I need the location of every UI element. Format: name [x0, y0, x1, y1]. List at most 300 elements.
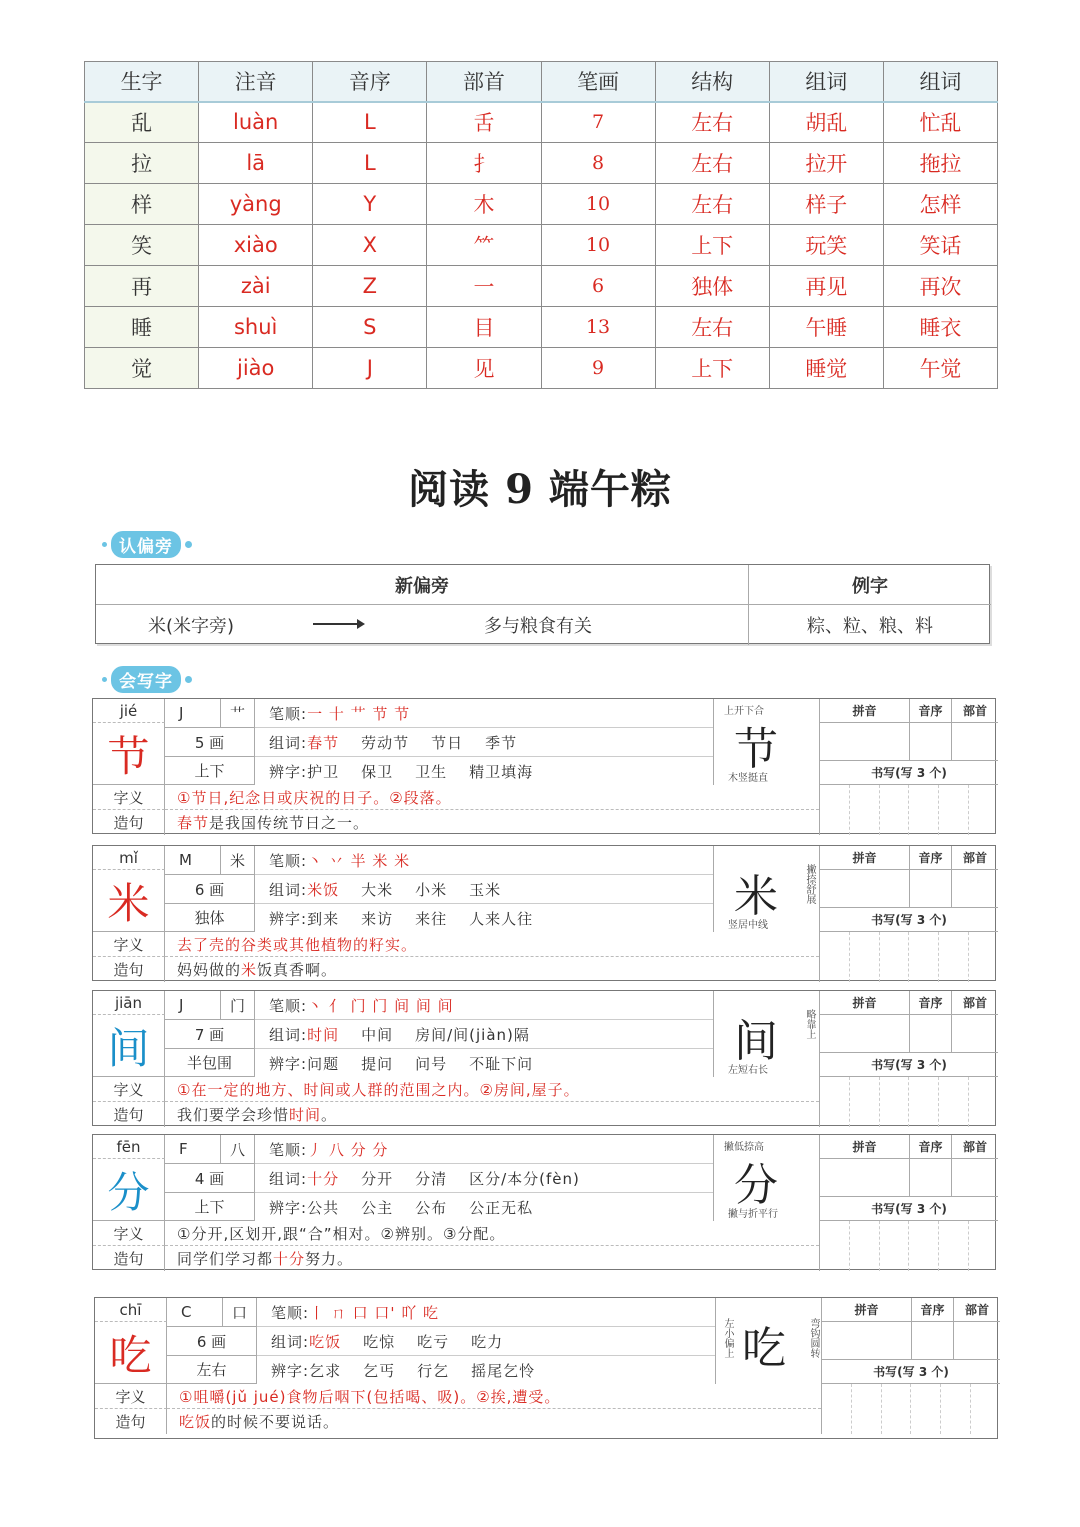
- grid-write-label: 书写(写 3 个): [822, 1360, 1000, 1384]
- writing-tip: 竖居中线: [728, 920, 768, 931]
- meaning-label: 字义: [93, 1221, 165, 1246]
- grid-index-label: 音序: [910, 1135, 952, 1159]
- section-tag-writing: [98, 666, 196, 692]
- practice-grid: [819, 846, 997, 982]
- table-cell: J: [313, 348, 427, 389]
- distinguish-item: 精卫填海: [469, 762, 534, 781]
- distinguish-item: 来往: [415, 909, 448, 928]
- word-item: 中间: [361, 1025, 394, 1044]
- table-cell: 拖拉: [883, 143, 997, 184]
- table-cell: 胡乱: [769, 102, 883, 143]
- structure-cell: 上下: [165, 757, 255, 785]
- distinguish-item: 公共: [307, 1198, 340, 1217]
- distinguish-item: 提问: [361, 1054, 394, 1073]
- answer-blank: [952, 1015, 998, 1053]
- sentence-part: 妈妈做的: [177, 961, 242, 979]
- word-item: 吃饭: [309, 1332, 342, 1351]
- distinguish-item: 摇尾乞怜: [471, 1361, 536, 1380]
- table-cell: 再次: [883, 266, 997, 307]
- words-label: 组词:: [269, 1169, 308, 1188]
- table-cell: 午睡: [769, 307, 883, 348]
- writing-box: [909, 932, 939, 982]
- stroke-count: 6 画: [165, 875, 255, 904]
- sentence-part: 饭真香啊。: [257, 961, 338, 979]
- table-cell: 目: [427, 307, 541, 348]
- meaning-label: 字义: [93, 932, 165, 957]
- demo-character: 吃: [742, 1323, 786, 1374]
- words-row: [255, 875, 713, 904]
- word-item: 春节: [307, 733, 340, 752]
- column-header: 音序: [313, 62, 427, 102]
- stroke-order-label: 笔顺:: [269, 996, 308, 1015]
- writing-tip: 木竖挺直: [728, 773, 768, 784]
- table-cell: 左右: [655, 307, 769, 348]
- writing-box: [909, 785, 939, 835]
- grid-write-label: 书写(写 3 个): [820, 908, 998, 932]
- table-cell: L: [313, 102, 427, 143]
- radical-cell: 米: [221, 846, 255, 875]
- sentence-highlight: 春节: [177, 814, 210, 832]
- stroke-count: 4 画: [165, 1164, 255, 1193]
- distinguish-item: 问题: [307, 1054, 340, 1073]
- main-character: 米: [93, 870, 165, 932]
- stroke-order-label: 笔顺:: [269, 851, 308, 870]
- pinyin-cell: chī: [95, 1298, 167, 1322]
- distinguish-item: 公布: [415, 1198, 448, 1217]
- writing-box: [822, 1384, 852, 1434]
- table-cell: 舌: [427, 102, 541, 143]
- calligraphy-demo: [713, 846, 819, 932]
- table-cell: 觉: [85, 348, 199, 389]
- distinguish-row: [257, 1356, 715, 1384]
- table-cell: 笑: [85, 225, 199, 266]
- word-item: 米饭: [307, 880, 340, 899]
- writing-box: [939, 785, 969, 835]
- pinyin-cell: jiān: [93, 991, 165, 1015]
- distinguish-label: 辨字:: [269, 762, 308, 781]
- sentence-text: [165, 810, 819, 835]
- table-cell: 扌: [427, 143, 541, 184]
- decor-dot: [185, 676, 192, 683]
- lesson-title: 阅读 9 端午粽: [408, 466, 672, 513]
- table-row: [85, 225, 998, 266]
- practice-grid: [819, 991, 997, 1127]
- distinguish-row: [255, 1049, 713, 1077]
- word-item: 时间: [307, 1025, 340, 1044]
- sentence-highlight: 吃饭: [179, 1413, 212, 1431]
- writing-tip: 弯钩圆转: [808, 1318, 819, 1358]
- sentence-label: 造句: [95, 1409, 167, 1434]
- table-cell: xiào: [199, 225, 313, 266]
- table-cell: 独体: [655, 266, 769, 307]
- table-cell: 笑话: [883, 225, 997, 266]
- column-header: 笔画: [541, 62, 655, 102]
- sentence-highlight: 米: [241, 961, 258, 979]
- distinguish-item: 保卫: [361, 762, 394, 781]
- stroke-order-value: 丶 亻 门 门 间 间 间: [307, 996, 454, 1015]
- word-item: 十分: [307, 1169, 340, 1188]
- grid-pinyin-label: 拼音: [820, 991, 910, 1015]
- distinguish-row: [255, 757, 713, 785]
- table-cell: 玩笑: [769, 225, 883, 266]
- distinguish-item: 乞丐: [363, 1361, 396, 1380]
- word-item: 区分/本分(fèn): [469, 1169, 580, 1188]
- decor-dot: [102, 677, 107, 682]
- demo-character: 间: [734, 1016, 778, 1067]
- words-label: 组词:: [269, 733, 308, 752]
- sentence-highlight: 十分: [273, 1250, 306, 1268]
- grid-radical-label: 部首: [952, 991, 998, 1015]
- sentence-label: 造句: [93, 1102, 165, 1127]
- table-cell: 13: [541, 307, 655, 348]
- distinguish-item: 到来: [307, 909, 340, 928]
- sentence-label: 造句: [93, 810, 165, 835]
- grid-write-label: 书写(写 3 个): [820, 1197, 998, 1221]
- table-cell: ⺮: [427, 225, 541, 266]
- table-cell: 样子: [769, 184, 883, 225]
- writing-box: [909, 1221, 939, 1271]
- table-cell: Z: [313, 266, 427, 307]
- table-cell: 左右: [655, 102, 769, 143]
- answer-blank: [954, 1322, 1000, 1360]
- writing-box: [969, 1077, 998, 1127]
- writing-boxes: [820, 1077, 998, 1127]
- distinguish-item: 来访: [361, 909, 394, 928]
- right-arrow-icon: [313, 623, 363, 625]
- distinguish-label: 辨字:: [269, 1198, 308, 1217]
- writing-box: [820, 932, 850, 982]
- stroke-count: 5 画: [165, 728, 255, 757]
- table-cell: 左右: [655, 143, 769, 184]
- writing-tip: 略靠上: [804, 1009, 815, 1039]
- distinguish-label: 辨字:: [271, 1361, 310, 1380]
- meaning-label: 字义: [93, 1077, 165, 1102]
- writing-box: [939, 1221, 969, 1271]
- demo-character: 分: [734, 1160, 778, 1211]
- table-cell: 木: [427, 184, 541, 225]
- writing-box: [820, 1077, 850, 1127]
- table-cell: L: [313, 143, 427, 184]
- radical-examples: 粽、粒、粮、料: [748, 605, 991, 645]
- table-cell: 6: [541, 266, 655, 307]
- word-item: 吃力: [471, 1332, 504, 1351]
- distinguish-item: 卫生: [415, 762, 448, 781]
- index-letter: F: [165, 1135, 221, 1164]
- writing-boxes: [822, 1384, 1000, 1434]
- answer-blank: [952, 1159, 998, 1197]
- table-row: [85, 102, 998, 143]
- sentence-highlight: 时间: [289, 1106, 322, 1124]
- index-letter: C: [167, 1298, 223, 1327]
- table-row: [85, 348, 998, 389]
- word-item: 吃惊: [363, 1332, 396, 1351]
- grid-radical-label: 部首: [952, 846, 998, 870]
- sentence-text: [167, 1409, 821, 1434]
- practice-grid: [821, 1298, 999, 1434]
- answer-blank: [820, 870, 910, 908]
- writing-tip: 左小偏上: [722, 1318, 733, 1358]
- stroke-order-value: 一 十 艹 节 节: [307, 704, 411, 723]
- character-table: [84, 61, 998, 389]
- writing-boxes: [820, 932, 998, 982]
- radical-cell: 口: [223, 1298, 257, 1327]
- sentence-part: 。: [321, 1106, 338, 1124]
- grid-index-label: 音序: [912, 1298, 954, 1322]
- demo-character: 节: [734, 724, 778, 775]
- character-card: [92, 845, 996, 981]
- writing-box: [820, 1221, 850, 1271]
- main-character: 节: [93, 723, 165, 785]
- answer-blank: [820, 1159, 910, 1197]
- table-cell: 见: [427, 348, 541, 389]
- writing-box: [850, 785, 880, 835]
- grid-write-label: 书写(写 3 个): [820, 761, 998, 785]
- main-character: 吃: [95, 1322, 167, 1384]
- column-header: 组词: [883, 62, 997, 102]
- table-row: [85, 184, 998, 225]
- writing-box: [941, 1384, 971, 1434]
- answer-blank: [820, 723, 910, 761]
- meaning-text: 去了壳的谷类或其他植物的籽实。: [165, 932, 819, 957]
- pinyin-cell: fēn: [93, 1135, 165, 1159]
- distinguish-item: 问号: [415, 1054, 448, 1073]
- writing-tip: 撇低捺高: [724, 1142, 764, 1153]
- section-tag-radical: [98, 531, 196, 557]
- table-row: [85, 307, 998, 348]
- main-character: 分: [93, 1159, 165, 1221]
- word-item: 吃亏: [417, 1332, 450, 1351]
- table-cell: 一: [427, 266, 541, 307]
- answer-blank: [910, 1159, 952, 1197]
- words-label: 组词:: [269, 880, 308, 899]
- table-cell: 怎样: [883, 184, 997, 225]
- answer-blank: [820, 1015, 910, 1053]
- writing-box: [969, 1221, 998, 1271]
- column-header: 生字: [85, 62, 199, 102]
- writing-box: [911, 1384, 941, 1434]
- writing-boxes: [820, 785, 998, 835]
- grid-radical-label: 部首: [952, 1135, 998, 1159]
- column-header: 组词: [769, 62, 883, 102]
- writing-box: [880, 1077, 910, 1127]
- calligraphy-demo: [713, 699, 819, 785]
- index-letter: M: [165, 846, 221, 875]
- table-cell: shuì: [199, 307, 313, 348]
- table-cell: 睡衣: [883, 307, 997, 348]
- table-cell: 再: [85, 266, 199, 307]
- stroke-order-label: 笔顺:: [269, 1140, 308, 1159]
- stroke-order-value: 丶 丷 半 米 米: [307, 851, 411, 870]
- distinguish-item: 护卫: [307, 762, 340, 781]
- column-header: 结构: [655, 62, 769, 102]
- writing-tip: 左短右长: [728, 1065, 768, 1076]
- word-item: 节日: [431, 733, 464, 752]
- calligraphy-demo: [715, 1298, 821, 1384]
- table-cell: 样: [85, 184, 199, 225]
- table-cell: 乱: [85, 102, 199, 143]
- stroke-order-value: 丨 ㄇ 口 口' 吖 吃: [309, 1303, 440, 1322]
- grid-pinyin-label: 拼音: [820, 1135, 910, 1159]
- answer-blank: [910, 870, 952, 908]
- writing-tip: 上开下合: [724, 706, 764, 717]
- answer-blank: [822, 1322, 912, 1360]
- writing-box: [880, 1221, 910, 1271]
- radical-meaning: 多与粮食有关: [484, 616, 592, 637]
- writing-tip: 撇与折平行: [728, 1209, 778, 1220]
- table-cell: 7: [541, 102, 655, 143]
- words-label: 组词:: [271, 1332, 310, 1351]
- table-cell: lā: [199, 143, 313, 184]
- writing-box: [820, 785, 850, 835]
- grid-index-label: 音序: [910, 991, 952, 1015]
- stroke-order-value: 丿 八 分 分: [307, 1140, 389, 1159]
- sentence-part: 是我国传统节日之一。: [209, 814, 370, 832]
- radical-row: [96, 605, 748, 645]
- structure-cell: 左右: [167, 1356, 257, 1384]
- answer-blank: [910, 1015, 952, 1053]
- grid-index-label: 音序: [910, 846, 952, 870]
- distinguish-item: 人来人往: [469, 909, 534, 928]
- grid-pinyin-label: 拼音: [820, 699, 910, 723]
- table-cell: luàn: [199, 102, 313, 143]
- distinguish-item: 公主: [361, 1198, 394, 1217]
- decor-dot: [102, 542, 107, 547]
- distinguish-item: 乞求: [309, 1361, 342, 1380]
- sentence-text: [165, 1246, 819, 1271]
- writing-box: [880, 785, 910, 835]
- table-cell: 9: [541, 348, 655, 389]
- meaning-text: ①分开,区划开,跟“合”相对。②辨别。③分配。: [165, 1221, 819, 1246]
- table-cell: yàng: [199, 184, 313, 225]
- table-cell: 午觉: [883, 348, 997, 389]
- sentence-label: 造句: [93, 957, 165, 982]
- word-item: 房间/间(jiàn)隔: [415, 1025, 530, 1044]
- sentence-part: 同学们学习都: [177, 1250, 274, 1268]
- stroke-count: 7 画: [165, 1020, 255, 1049]
- table-cell: Y: [313, 184, 427, 225]
- table-cell: 睡: [85, 307, 199, 348]
- answer-blank: [910, 723, 952, 761]
- writing-box: [852, 1384, 882, 1434]
- grid-radical-label: 部首: [954, 1298, 1000, 1322]
- pinyin-cell: mǐ: [93, 846, 165, 870]
- table-cell: 上下: [655, 225, 769, 266]
- writing-box: [880, 932, 910, 982]
- writing-box: [939, 1077, 969, 1127]
- meaning-label: 字义: [95, 1384, 167, 1409]
- character-card: [94, 1297, 998, 1439]
- structure-cell: 上下: [165, 1193, 255, 1221]
- table-cell: zài: [199, 266, 313, 307]
- table-cell: X: [313, 225, 427, 266]
- main-character: 间: [93, 1015, 165, 1077]
- table-header-row: [85, 62, 998, 102]
- meaning-label: 字义: [93, 785, 165, 810]
- distinguish-item: 不耻下问: [469, 1054, 534, 1073]
- grid-radical-label: 部首: [952, 699, 998, 723]
- practice-grid: [819, 1135, 997, 1271]
- distinguish-item: 公正无私: [469, 1198, 534, 1217]
- section-tag-label: 会写字: [111, 666, 181, 693]
- sentence-part: 努力。: [305, 1250, 354, 1268]
- stroke-order-row: [255, 991, 713, 1020]
- writing-box: [850, 1221, 880, 1271]
- stroke-count: 6 画: [167, 1327, 257, 1356]
- meaning-text: ①节日,纪念日或庆祝的日子。②段落。: [165, 785, 819, 810]
- column-header: 部首: [427, 62, 541, 102]
- table-cell: 10: [541, 184, 655, 225]
- table-cell: 睡觉: [769, 348, 883, 389]
- table-row: [85, 143, 998, 184]
- stroke-order-row: [257, 1298, 715, 1327]
- stroke-order-row: [255, 1135, 713, 1164]
- writing-box: [939, 932, 969, 982]
- character-card: [92, 990, 996, 1126]
- grid-pinyin-label: 拼音: [822, 1298, 912, 1322]
- table-cell: 再见: [769, 266, 883, 307]
- character-card: [92, 698, 996, 834]
- radical-header-new: 新偏旁: [96, 565, 748, 605]
- stroke-order-label: 笔顺:: [271, 1303, 310, 1322]
- column-header: 注音: [199, 62, 313, 102]
- meaning-text: ①咀嚼(jǔ jué)食物后咽下(包括喝、吸)。②挨,遭受。: [167, 1384, 821, 1409]
- word-item: 小米: [415, 880, 448, 899]
- word-item: 大米: [361, 880, 394, 899]
- words-label: 组词:: [269, 1025, 308, 1044]
- decor-dot: [185, 541, 192, 548]
- distinguish-row: [255, 1193, 713, 1221]
- table-cell: 8: [541, 143, 655, 184]
- word-item: 玉米: [469, 880, 502, 899]
- table-cell: 左右: [655, 184, 769, 225]
- writing-boxes: [820, 1221, 998, 1271]
- index-letter: J: [165, 699, 221, 728]
- table-body: [85, 102, 998, 389]
- writing-box: [850, 1077, 880, 1127]
- table-cell: 10: [541, 225, 655, 266]
- sentence-part: 我们要学会珍惜: [177, 1106, 290, 1124]
- radical-cell: 八: [221, 1135, 255, 1164]
- word-item: 季节: [485, 733, 518, 752]
- index-letter: J: [165, 991, 221, 1020]
- table-cell: 忙乱: [883, 102, 997, 143]
- distinguish-label: 辨字:: [269, 1054, 308, 1073]
- answer-blank: [912, 1322, 954, 1360]
- calligraphy-demo: [713, 991, 819, 1077]
- distinguish-item: 行乞: [417, 1361, 450, 1380]
- table-row: [85, 266, 998, 307]
- grid-write-label: 书写(写 3 个): [820, 1053, 998, 1077]
- radical-cell: 艹: [221, 699, 255, 728]
- table-cell: jiào: [199, 348, 313, 389]
- distinguish-label: 辨字:: [269, 909, 308, 928]
- demo-character: 米: [734, 871, 778, 922]
- words-row: [255, 728, 713, 757]
- writing-box: [971, 1384, 1000, 1434]
- grid-index-label: 音序: [910, 699, 952, 723]
- radical-header-examples: 例字: [748, 565, 991, 605]
- pinyin-cell: jié: [93, 699, 165, 723]
- radical-name: 米(米字旁): [148, 616, 235, 637]
- writing-box: [969, 785, 998, 835]
- radical-table: [95, 564, 990, 644]
- table-cell: 上下: [655, 348, 769, 389]
- writing-box: [969, 932, 998, 982]
- stroke-order-row: [255, 699, 713, 728]
- radical-cell: 门: [221, 991, 255, 1020]
- words-row: [257, 1327, 715, 1356]
- words-row: [255, 1164, 713, 1193]
